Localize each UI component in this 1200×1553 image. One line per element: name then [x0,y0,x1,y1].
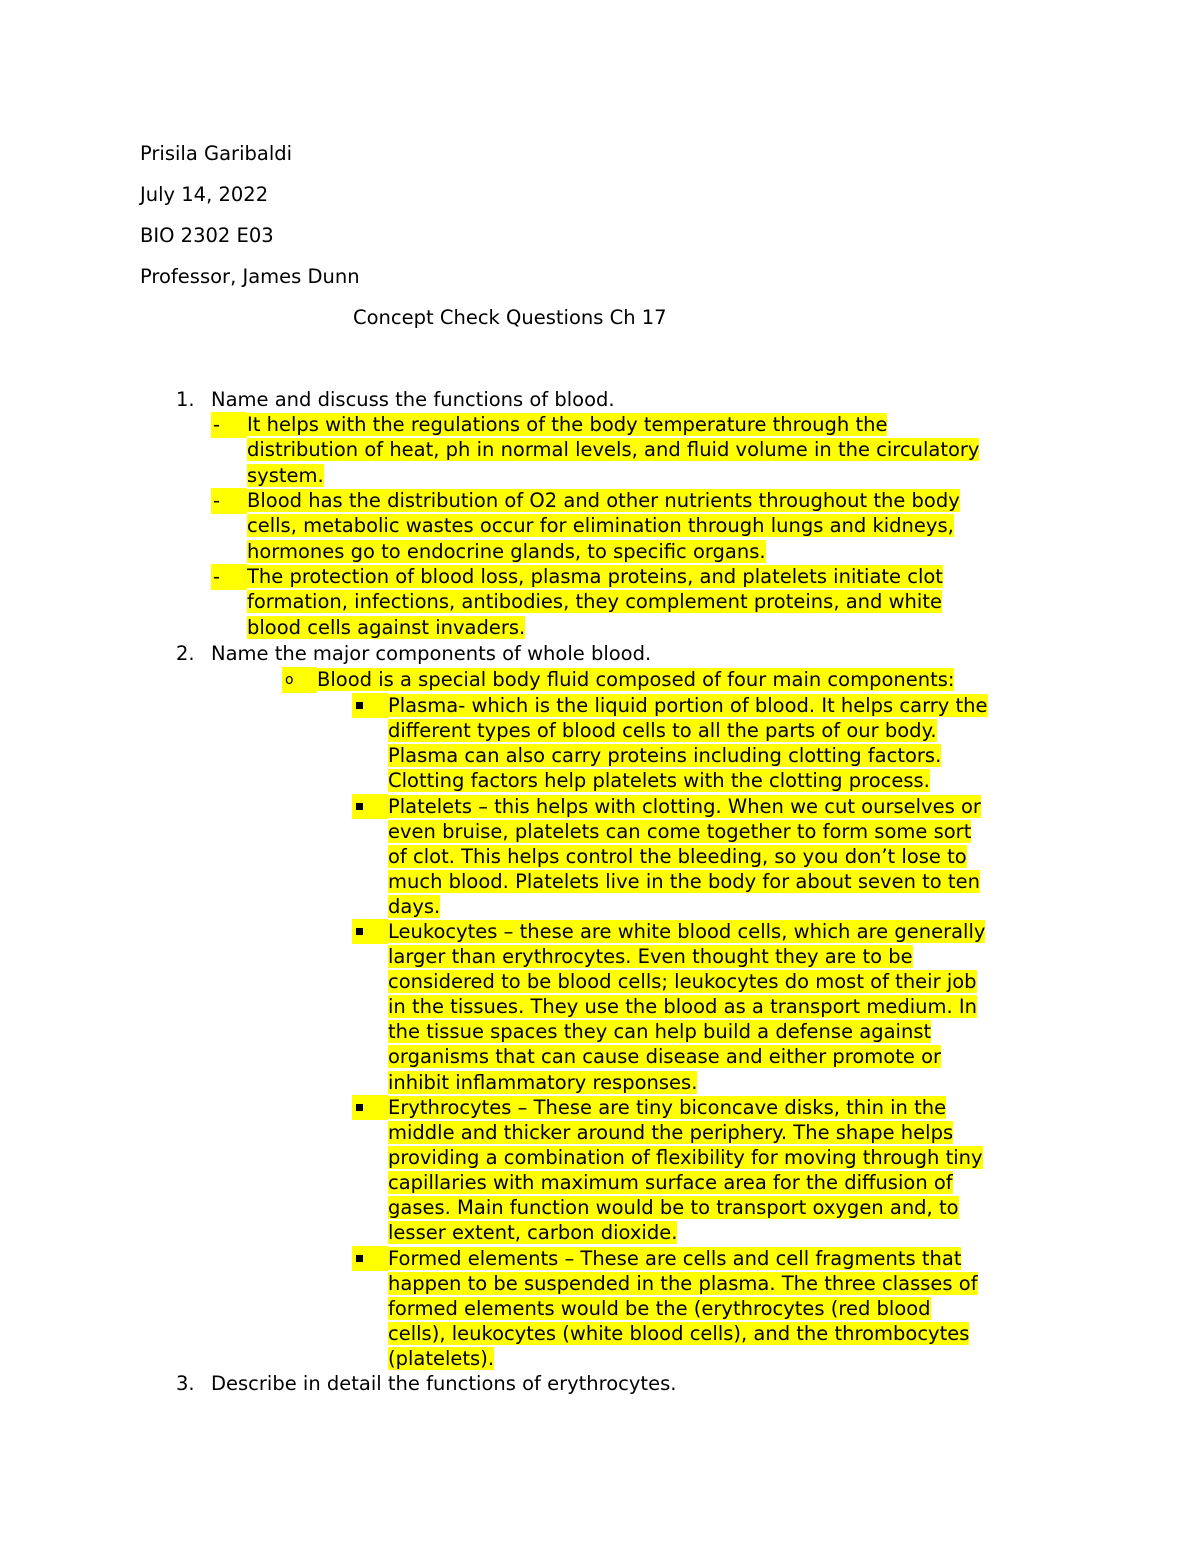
dash-bullet [211,488,247,514]
component-line: (platelets). [388,1347,495,1371]
answer-line: Blood has the distribution of O2 and other nutrients throughout the body [247,489,960,512]
answer-line: hormones go to endocrine glands, to specific organs. [247,539,766,563]
component-line: Platelets – this helps with clotting. When we cut ourselves or [388,795,981,818]
square-bullet-mark [356,1255,363,1262]
question-number: 1. [176,388,195,411]
square-bullet [352,919,388,944]
square-bullet [352,794,388,819]
component-line: of clot. This helps control the bleeding, so you don’t lose to [388,845,967,869]
answer-bullet [247,488,960,564]
answer-line: The protection of blood loss, plasma proteins, and platelets initiate clot [247,565,943,588]
professor-name: Professor, James Dunn [140,265,360,288]
component-line: inhibit inflammatory responses. [388,1070,698,1094]
answer-line: formation, infections, antibodies, they complement proteins, and white [247,590,942,614]
component-line: happen to be suspended in the plasma. The three classes of [388,1272,978,1296]
course-code: BIO 2302 E03 [140,224,274,247]
component-line: formed elements would be the (erythrocytes (red blood [388,1297,931,1321]
dash-bullet [211,564,247,590]
circle-bullet: o [282,667,317,693]
dash-bullet-glyph: - [213,413,221,436]
component-line: providing a combination of flexibility for moving through tiny [388,1146,983,1170]
component-line: Clotting factors help platelets with the clotting process. [388,769,930,793]
component-line: even bruise, platelets can come together to form some sort [388,820,972,844]
student-name: Prisila Garibaldi [140,142,293,165]
question-text: Name the major components of whole blood. [211,642,652,665]
dash-bullet-glyph: - [213,489,221,512]
components-intro [317,667,954,693]
square-bullet [352,1095,388,1120]
question-number: 2. [176,642,195,665]
dash-bullet [211,412,247,438]
component-line: Formed elements – These are cells and cell fragments that [388,1247,962,1270]
component-item [388,919,985,1095]
answer-line: It helps with the regulations of the body temperature through the [247,413,888,436]
question-text: Name and discuss the functions of blood. [211,388,615,411]
component-line: gases. Main function would be to transport oxygen and, to [388,1196,959,1220]
answer-line: blood cells against invaders. [247,615,526,639]
square-bullet [352,693,388,718]
answer-bullet [247,564,943,640]
component-line: capillaries with maximum surface area for the diffusion of [388,1171,953,1195]
component-line: middle and thicker around the periphery. The shape helps [388,1121,954,1145]
square-bullet-mark [356,928,363,935]
answer-line: distribution of heat, ph in normal levels, and fluid volume in the circulatory [247,438,980,462]
answer-line: system. [247,463,324,487]
component-item [388,1095,983,1246]
component-line: days. [388,895,441,919]
component-item [388,1246,978,1371]
answer-bullet [247,412,979,488]
square-bullet-mark [356,803,363,810]
component-item [388,693,988,793]
square-bullet-mark [356,1104,363,1111]
date: July 14, 2022 [140,183,269,206]
component-line: Plasma- which is the liquid portion of blood. It helps carry the [388,694,988,717]
component-line: Erythrocytes – These are tiny biconcave disks, thin in the [388,1096,947,1119]
document-title: Concept Check Questions Ch 17 [353,306,667,329]
question-text: Describe in detail the functions of erythrocytes. [211,1372,677,1395]
component-line: lesser extent, carbon dioxide. [388,1221,678,1245]
component-line: the tissue spaces they can help build a defense against [388,1020,932,1044]
dash-bullet-glyph: - [213,565,221,588]
component-line: Plasma can also carry proteins including clotting factors. [388,744,942,768]
component-line: different types of blood cells to all the parts of our body. [388,719,937,743]
answer-line: cells, metabolic wastes occur for elimination through lungs and kidneys, [247,514,954,538]
component-line: Leukocytes – these are white blood cells, which are generally [388,920,986,943]
component-line: cells), leukocytes (white blood cells), and the thrombocytes [388,1322,970,1346]
component-line: much blood. Platelets live in the body for about seven to ten [388,870,980,894]
component-line: organisms that can cause disease and either promote or [388,1045,942,1069]
component-item [388,794,981,919]
intro-line: Blood is a special body fluid composed of four main components: [317,668,955,691]
square-bullet-mark [356,702,363,709]
question-number: 3. [176,1372,195,1395]
component-line: considered to be blood cells; leukocytes do most of their job [388,970,977,994]
component-line: in the tissues. They use the blood as a transport medium. In [388,995,978,1019]
square-bullet [352,1246,388,1271]
component-line: larger than erythrocytes. Even thought they are to be [388,945,913,969]
